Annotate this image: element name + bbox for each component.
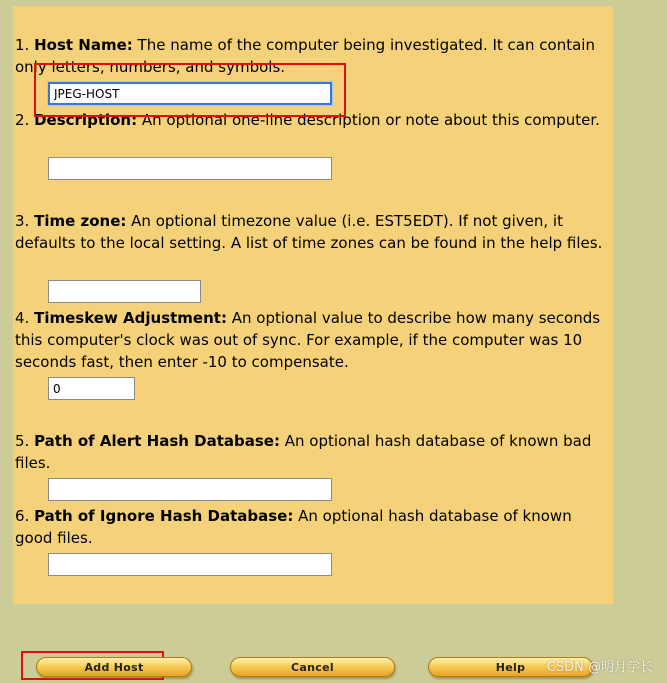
time-zone-input[interactable]: [48, 280, 201, 303]
cancel-button[interactable]: Cancel: [230, 657, 395, 677]
alert-hash-input[interactable]: [48, 478, 332, 501]
timeskew-label: Timeskew Adjustment:: [34, 309, 227, 327]
host-name-field: [15, 34, 607, 78]
timeskew-input[interactable]: [48, 377, 135, 400]
description-input[interactable]: [48, 157, 332, 180]
ignore-hash-label: Path of Ignore Hash Database:: [34, 507, 294, 525]
help-button[interactable]: Help: [428, 657, 593, 677]
host-name-number: 1.: [15, 36, 30, 54]
time-zone-label: Time zone:: [34, 212, 127, 230]
watermark: CSDN @明月学长: [546, 660, 653, 675]
ignore-hash-field: [15, 505, 607, 549]
description-description: An optional one-line description or note about this computer.: [141, 111, 600, 129]
timeskew-description: An optional value to describe how many seconds this computer's clock was out of sync. For example, if the computer was 10 seconds fast, then enter -10 to compensate.: [15, 309, 601, 371]
add-host-button[interactable]: Add Host: [36, 657, 192, 677]
form-panel: [13, 6, 613, 604]
alert-hash-number: 5.: [15, 432, 30, 450]
host-name-label: Host Name:: [34, 36, 133, 54]
timeskew-number: 4.: [15, 309, 30, 327]
ignore-hash-input[interactable]: [48, 553, 332, 576]
alert-hash-label: Path of Alert Hash Database:: [34, 432, 280, 450]
time-zone-field: [15, 210, 607, 254]
time-zone-number: 3.: [15, 212, 30, 230]
timeskew-field: [15, 307, 607, 373]
alert-hash-description: An optional hash database of known bad files.: [15, 432, 592, 472]
host-name-input[interactable]: [48, 82, 332, 105]
description-label: Description:: [34, 111, 138, 129]
description-number: 2.: [15, 111, 30, 129]
ignore-hash-description: An optional hash database of known good files.: [15, 507, 572, 547]
host-name-description: The name of the computer being investigated. It can contain only letters, numbers, and symbols.: [15, 36, 595, 76]
alert-hash-field: [15, 430, 607, 474]
description-field: [15, 109, 607, 131]
ignore-hash-number: 6.: [15, 507, 30, 525]
time-zone-description: An optional timezone value (i.e. EST5EDT). If not given, it defaults to the local setting. A list of time zones can be found in the help files.: [15, 212, 603, 252]
